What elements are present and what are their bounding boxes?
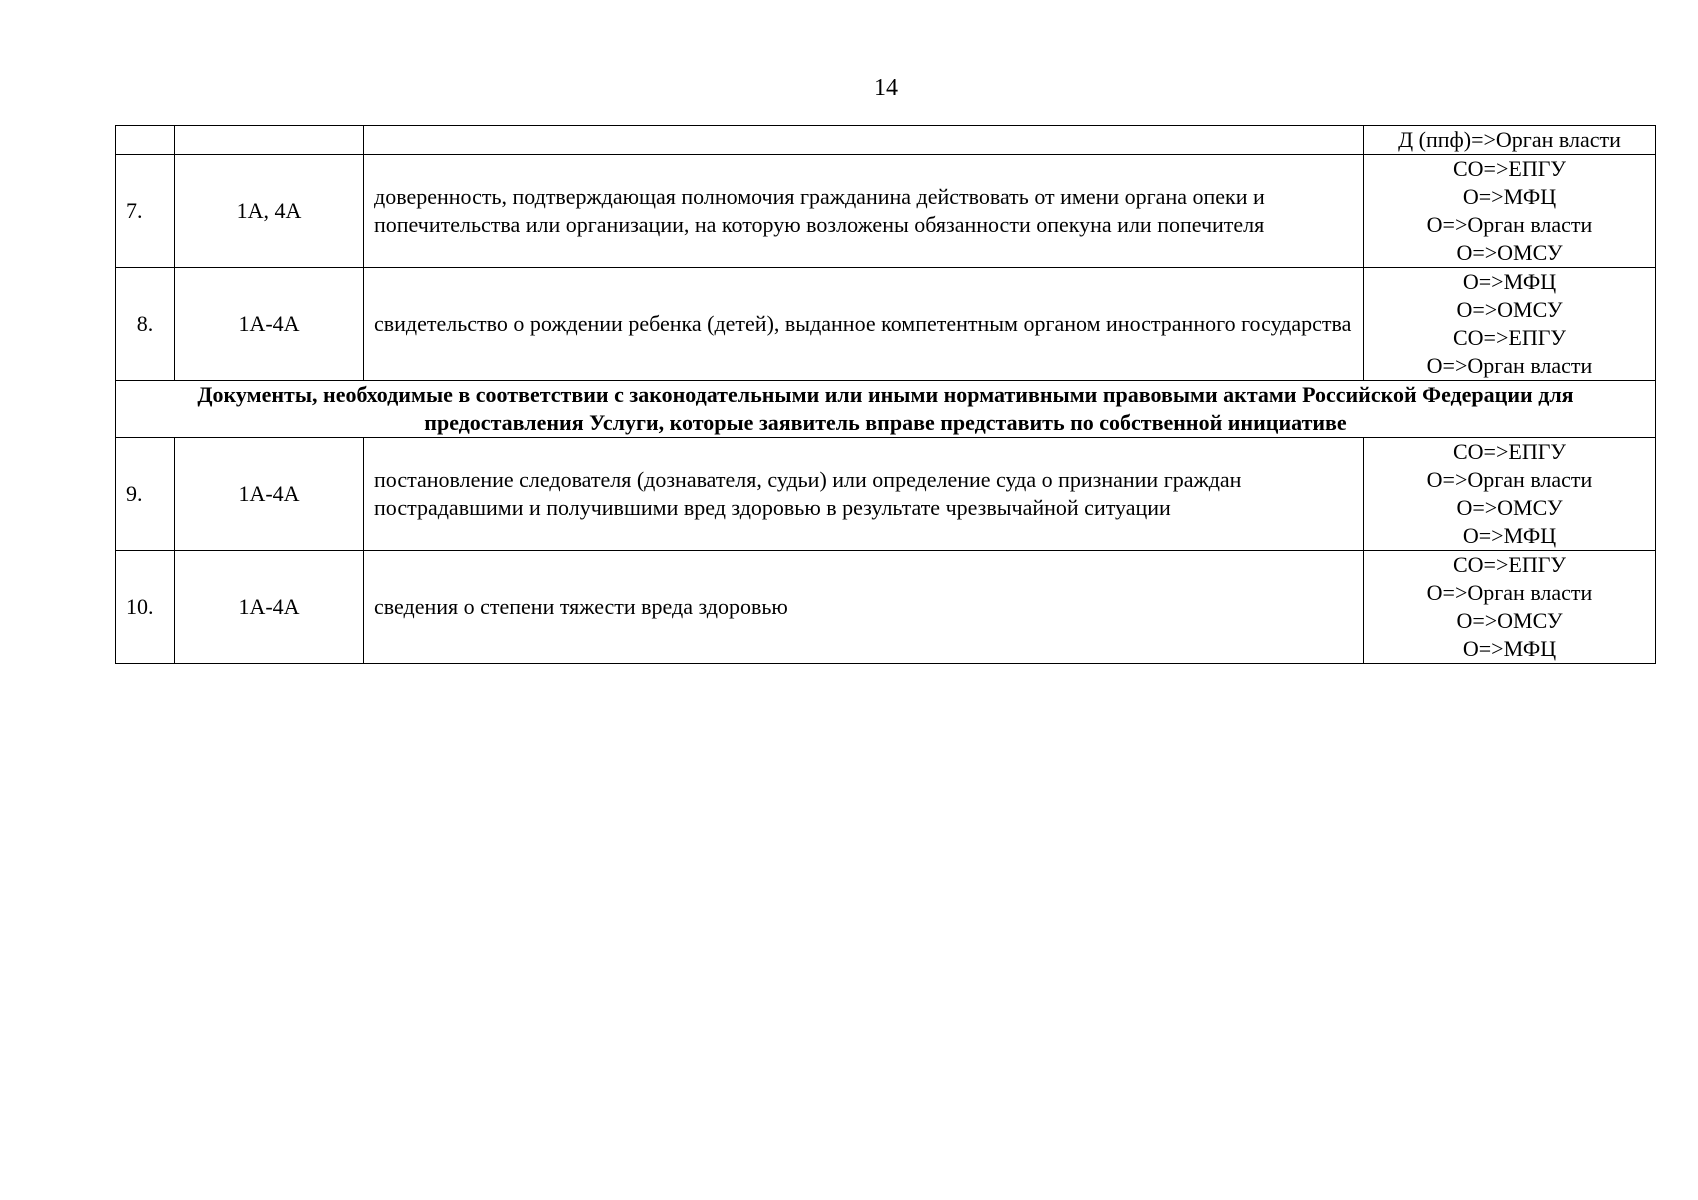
row-number-cell: 8.: [116, 268, 175, 381]
category-cell: 1А, 4А: [175, 155, 364, 268]
category-cell: 1А-4А: [175, 438, 364, 551]
category-cell: 1А-4А: [175, 268, 364, 381]
channel-entry: О=>ОМСУ: [1456, 495, 1563, 520]
channel-entry: Д (ппф)=>Орган власти: [1398, 127, 1621, 152]
channel-entry: О=>МФЦ: [1462, 184, 1557, 209]
row-number-cell: 10.: [116, 551, 175, 664]
document-cell: постановление следователя (дознавателя, судьи) или определение суда о признании граждан пострадавшими и получившими вред здоровью в результате чрезвычайной ситуации: [364, 438, 1364, 551]
channels-cell: [1364, 438, 1656, 551]
channel-entry: О=>МФЦ: [1462, 636, 1557, 661]
channel-entry: О=>МФЦ: [1462, 269, 1557, 294]
channel-entry: О=>Орган власти: [1426, 580, 1593, 605]
channel-entry: СО=>ЕПГУ: [1453, 439, 1566, 464]
table-row: [116, 126, 1656, 155]
section-header-row: [116, 381, 1656, 438]
channels-cell: [1364, 155, 1656, 268]
channel-entry: О=>ОМСУ: [1456, 240, 1563, 265]
channel-entry: СО=>ЕПГУ: [1453, 552, 1566, 577]
row-number-cell: [116, 126, 175, 155]
document-cell: сведения о степени тяжести вреда здоровью: [364, 551, 1364, 664]
channel-entry: О=>ОМСУ: [1456, 608, 1563, 633]
documents-table: [115, 125, 1656, 664]
channel-entry: О=>Орган власти: [1426, 212, 1593, 237]
row-number-cell: 9.: [116, 438, 175, 551]
page-number: 14: [874, 75, 898, 101]
document-cell: [364, 126, 1364, 155]
channel-entry: СО=>ЕПГУ: [1453, 325, 1566, 350]
category-cell: 1А-4А: [175, 551, 364, 664]
channels-cell: [1364, 126, 1656, 155]
channel-entry: О=>Орган власти: [1426, 353, 1593, 378]
table-row: [116, 268, 1656, 381]
channel-entry: О=>Орган власти: [1426, 467, 1593, 492]
section-header: Документы, необходимые в соответствии с законодательными или иными нормативными правовыми актами Российской Федерации для предоставления Услуги, которые заявитель вправе представить по собственной инициативе: [116, 381, 1656, 438]
channels-cell: [1364, 551, 1656, 664]
channels-cell: [1364, 268, 1656, 381]
document-cell: доверенность, подтверждающая полномочия гражданина действовать от имени органа опеки и попечительства или организации, на которую возложены обязанности опекуна или попечителя: [364, 155, 1364, 268]
row-number-cell: 7.: [116, 155, 175, 268]
channel-entry: О=>МФЦ: [1462, 523, 1557, 548]
category-cell: [175, 126, 364, 155]
table-row: [116, 551, 1656, 664]
document-cell: свидетельство о рождении ребенка (детей), выданное компетентным органом иностранного государства: [364, 268, 1364, 381]
table-row: [116, 155, 1656, 268]
channel-entry: О=>ОМСУ: [1456, 297, 1563, 322]
channel-entry: СО=>ЕПГУ: [1453, 156, 1566, 181]
table-row: [116, 438, 1656, 551]
